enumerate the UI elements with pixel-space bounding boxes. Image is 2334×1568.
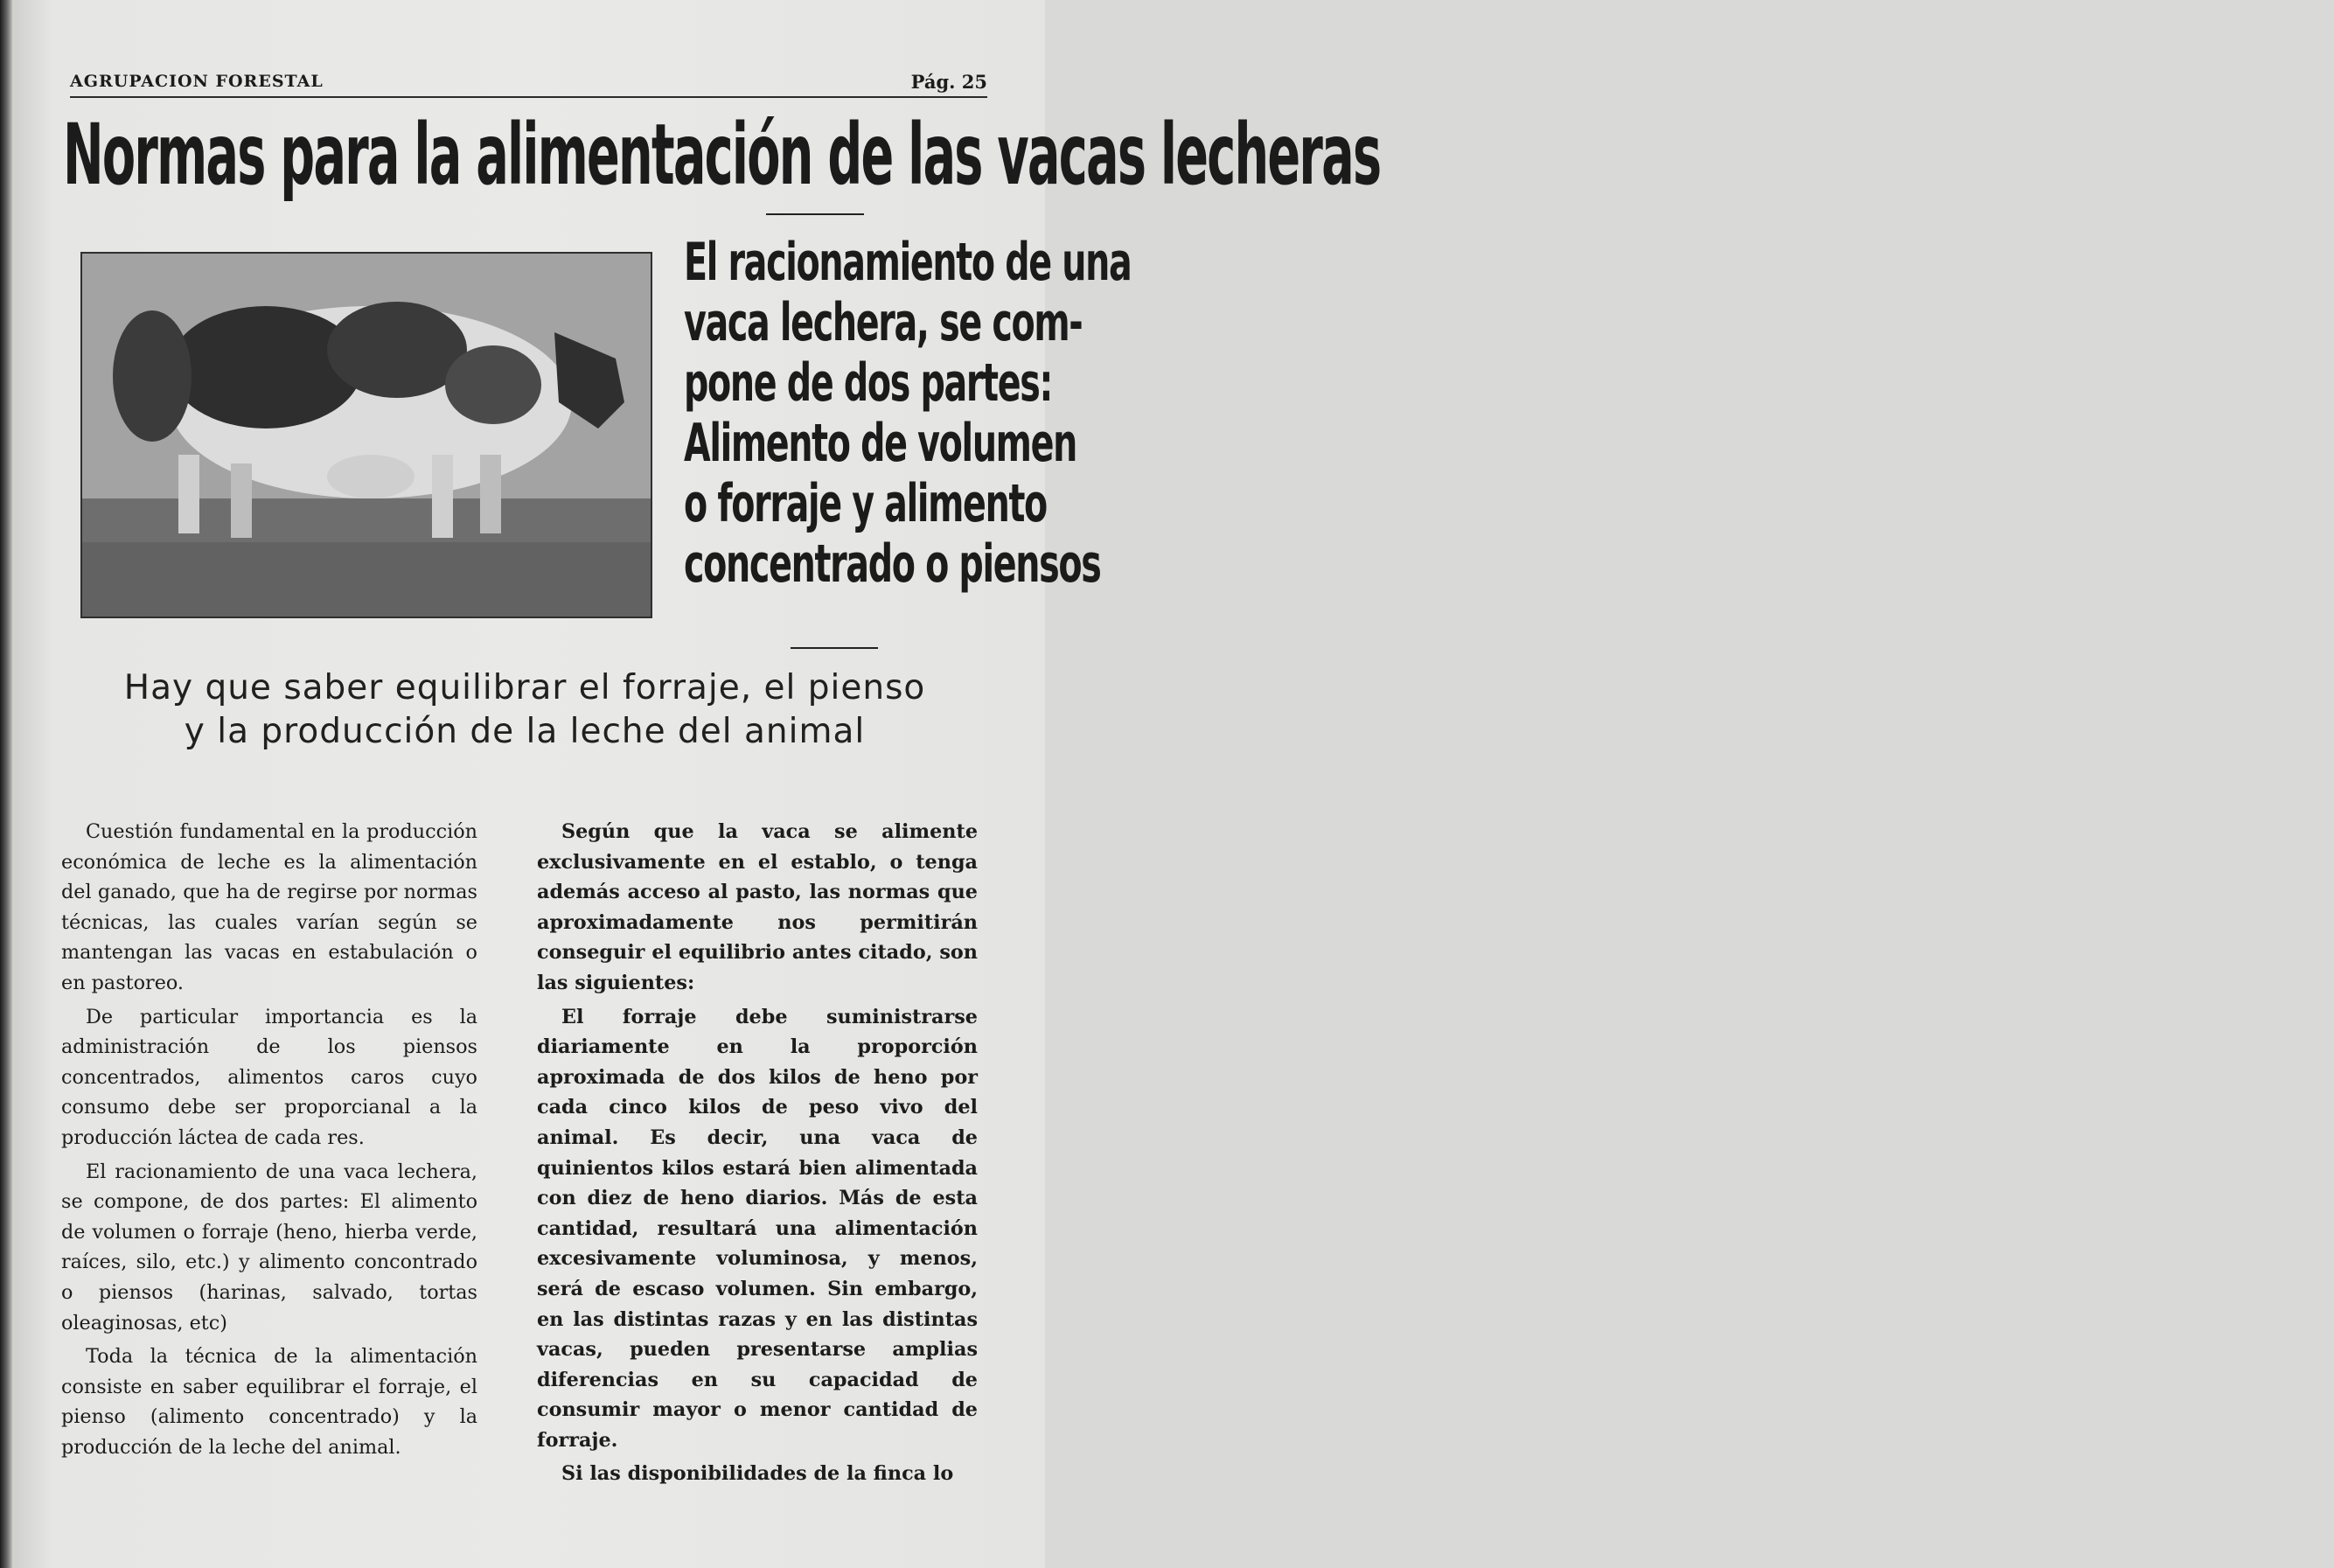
page-number: Pág. 25 (910, 71, 987, 93)
subhead-line: vaca lechera, se com- (684, 292, 1083, 353)
subhead (684, 232, 1132, 595)
body-column-right (537, 817, 978, 1493)
deck-line: Hay que saber equilibrar el forraje, el pienso (123, 668, 926, 707)
subhead-line: El racionamiento de una (684, 232, 1132, 293)
paragraph: El forraje debe suministrarse diariamente en la proporción aproximada de dos kilos de heno por cada cinco kilos de peso vivo del animal. Es decir, una vaca de quinientos kilos estará bien alimentada con diez de heno diarios. Más de esta cantidad, resultará una alimentación excesivamente voluminosa, y menos, será de escaso volumen. Sin embargo, en las distintas razas y en las distintas vacas, pueden presentarse amplias diferencias en su capacidad de consumir mayor o menor cantidad de forraje. (537, 1005, 978, 1452)
cow-illustration-icon (82, 254, 651, 617)
deck-line: y la producción de la leche del animal (184, 712, 866, 751)
paragraph: De particular importancia es la administración de los piensos concentrados, alimentos caros cuyo consumo debe ser proporcianal a la producción láctea de cada res. (61, 1005, 477, 1149)
paragraph: Si las disponibilidades de la finca lo (561, 1462, 954, 1486)
subhead-rule-bottom (791, 647, 878, 649)
paragraph: El racionamiento de una vaca lechera, se compone, de dos partes: El alimento de volumen o forraje (heno, hierba verde, raíces, silo, etc.) y alimento concontrado o piensos (harinas, salvado, tortas oleaginosas, etc) (61, 1160, 477, 1335)
body-column-left (61, 817, 477, 1466)
paragraph: Según que la vaca se alimente exclusivamente en el establo, o tenga además acceso al pasto, las normas que aproximadamente nos permitirán conseguir el equilibrio antes citado, son las siguientes: (537, 820, 978, 994)
section-name: AGRUPACION FORESTAL (70, 72, 324, 91)
subhead-line: o forraje y alimento (684, 473, 1047, 534)
article-headline (63, 103, 1381, 206)
dairy-cow-photo (80, 252, 652, 618)
subhead-line: Alimento de volumen (684, 413, 1077, 474)
subhead-line: concentrado o piensos (684, 533, 1101, 595)
book-spine (0, 0, 12, 1568)
paragraph: Toda la técnica de la alimentación consiste en saber equilibrar el forraje, el pienso (alimento concentrado) y la producción de la leche del animal. (61, 1345, 477, 1459)
running-head (70, 68, 987, 98)
deck (61, 666, 988, 754)
subhead-rule-top (766, 213, 864, 215)
headline-text: Normas para la alimentación de las vacas lecheras (63, 106, 1381, 204)
subhead-line: pone de dos partes: (684, 352, 1053, 414)
paragraph: Cuestión fundamental en la producción económica de leche es la alimentación del ganado, que ha de regirse por normas técnicas, las cuales varían según se mantengan las vacas en estabulación o en pastoreo. (61, 820, 477, 994)
